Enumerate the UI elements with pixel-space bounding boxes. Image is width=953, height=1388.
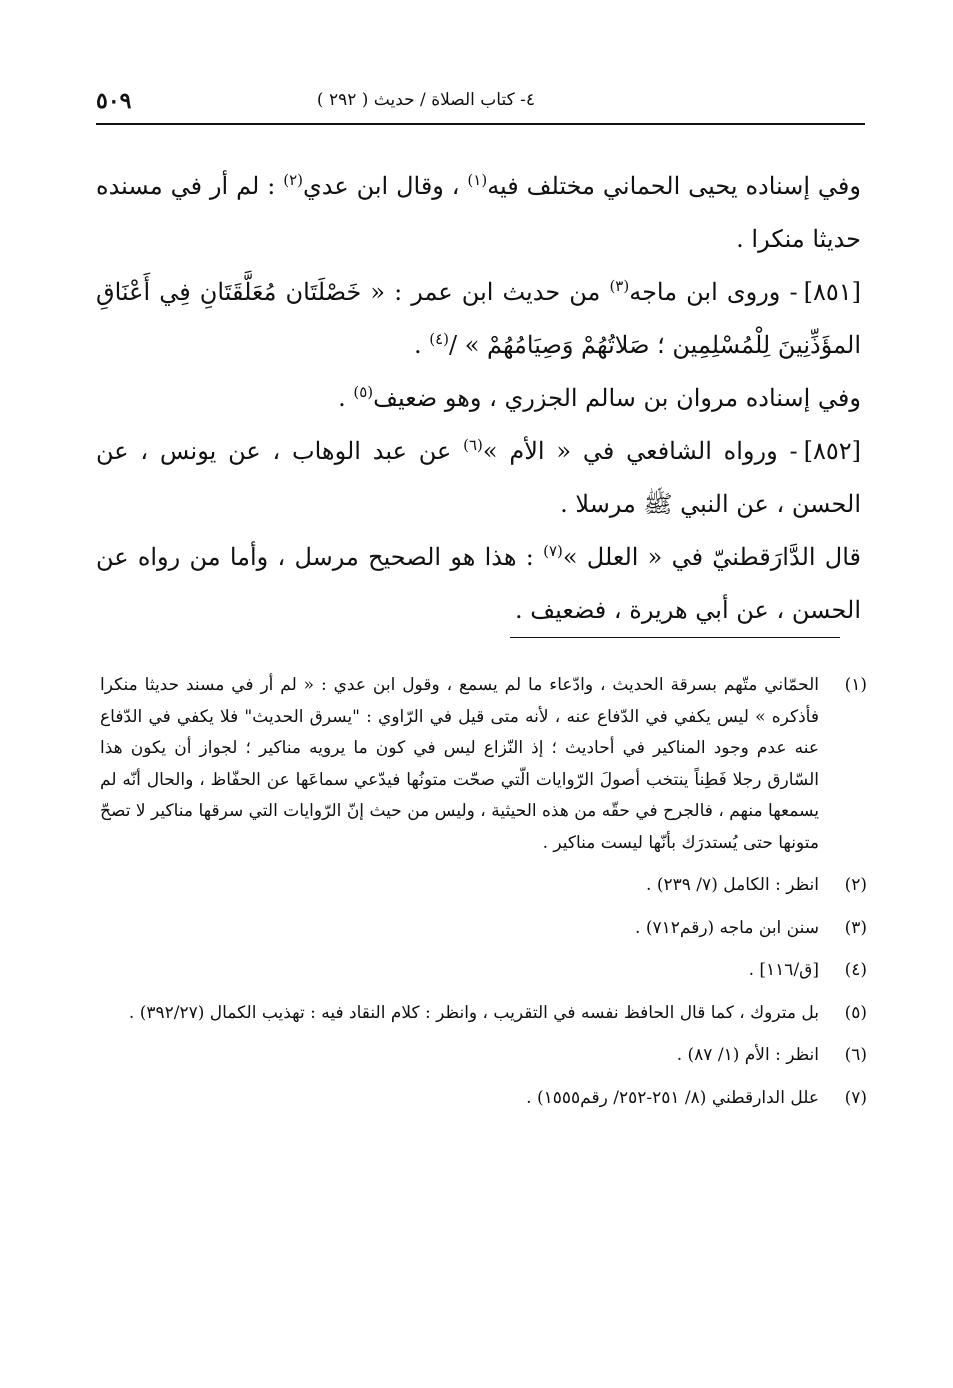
paragraph-hadith-851: [٨٥١]- وروى ابن ماجه$^{(٣)}$ من حديث ابن عمر : « خَصْلَتَان مُعَلَّقَتَانِ فِي أَعْنَاقِ المؤَذِّنِينَ لِلْمُسْلِمِين ؛ صَلاتُهُمْ وَصِيَامُهُمْ » /$^{(٤)}$ .: [96, 277, 861, 359]
hadith-number: [٨٥٢]: [803, 437, 862, 465]
footnote-mark: (١): [844, 675, 867, 695]
paragraph-5: قال الدَّارَقطنيّ في « العلل »$^{(٧)}$ : هذا هو الصحيح مرسل ، وأما من رواه عن الحسن ، عن أبي هريرة ، فضعيف .: [96, 542, 861, 624]
footnote-ref: (٤): [429, 330, 449, 348]
footnote-text: بل متروك ، كما قال الحافظ نفسه في التقريب ، وانظر : كلام النقاد فيه : تهذيب الكمال (٣٩٢/٢٧) .: [128, 1002, 819, 1023]
footnotes: [100, 670, 867, 1125]
running-title: ٤- كتاب الصلاة / حديث ( ٢٩٢ ): [316, 90, 535, 110]
footnote-ref: (٧): [543, 542, 563, 560]
running-header: [96, 88, 865, 122]
footnote-3: [100, 913, 867, 945]
footnote-4: [100, 955, 867, 987]
footnote-text: انظر : الأم (١/ ٨٧) .: [676, 1045, 819, 1065]
footnote-ref: (٢): [283, 171, 303, 189]
footnote-mark: (٤): [844, 960, 867, 980]
footnote-mark: (٦): [844, 1045, 867, 1065]
header-divider: [96, 123, 865, 125]
footnote-ref: (٦): [463, 436, 483, 454]
hadith-number: [٨٥١]: [803, 278, 861, 306]
paragraph-1: وفي إسناده يحيى الحماني مختلف فيه$^{(١)}$ ، وقال ابن عدي$^{(٢)}$ : لم أر في مسنده حديثا منكرا .: [96, 171, 861, 253]
footnote-mark: (٧): [844, 1087, 867, 1108]
footnote-text: [ق/١١٦] .: [748, 960, 819, 980]
footnote-text: علل الدارقطني (٨/ ٢٥١-٢٥٢/ رقم١٥٥٥) .: [526, 1087, 819, 1108]
footnote-text: الحمّاني متّهم بسرقة الحديث ، وادّعاء ما لم يسمع ، وقول ابن عدي : « لم أر في مسند حديثا منكرا فأذكره » ليس يكفي في الدّفاع عنه ، لأنه متى قيل في الرّاوي : "يسرق الحديث" فلا يكفي في الدّفاع عنه عدم وجود المناكير في أحاديث ؛ إذ النّزاع ليس في كون ما يرويه مناكير ؛ لجواز أن يكون هذا السّارق رجلا فَطِناً ينتخب أصولَ الرّوايات الّتي صحّت متونُها فيدّعي سماعَها عن الحفّاظ ، والحال أنّه لم يسمعها منهم ، فالجرح في حقّه من هذه الحيثية ، وليس من حيث إنّ الرّوايات التي سرقها مناكير لا تصحّ متونها حتى يُستدرَك بأنّها ليست مناكير .: [100, 675, 819, 853]
footnote-7: [100, 1083, 867, 1115]
footnote-ref: (٥): [353, 383, 374, 401]
footnote-divider: [510, 637, 840, 638]
footnote-mark: (٢): [844, 875, 867, 895]
page-number: ٥٠٩: [96, 88, 132, 114]
footnote-mark: (٣): [844, 917, 867, 938]
footnote-mark: (٥): [844, 1002, 867, 1023]
footnote-ref: (١): [467, 171, 488, 189]
footnote-text: سنن ابن ماجه (رقم٧١٢) .: [635, 917, 819, 938]
paragraph-3: وفي إسناده مروان بن سالم الجزري ، وهو ضعيف$^{(٥)}$ .: [338, 383, 861, 412]
footnote-text: انظر : الكامل (٧/ ٢٣٩) .: [646, 875, 819, 895]
main-text: [96, 160, 861, 637]
footnote-ref: (٣): [609, 277, 630, 295]
footnote-5: [100, 998, 867, 1030]
paragraph-hadith-852: [٨٥٢]- ورواه الشافعي في « الأم »$^{(٦)}$ عن عبد الوهاب ، عن يونس ، عن الحسن ، عن النبي ﷺ مرسلا .: [96, 436, 862, 518]
footnote-1: [100, 670, 867, 859]
footnote-2: [100, 870, 867, 902]
footnote-6: [100, 1040, 867, 1072]
